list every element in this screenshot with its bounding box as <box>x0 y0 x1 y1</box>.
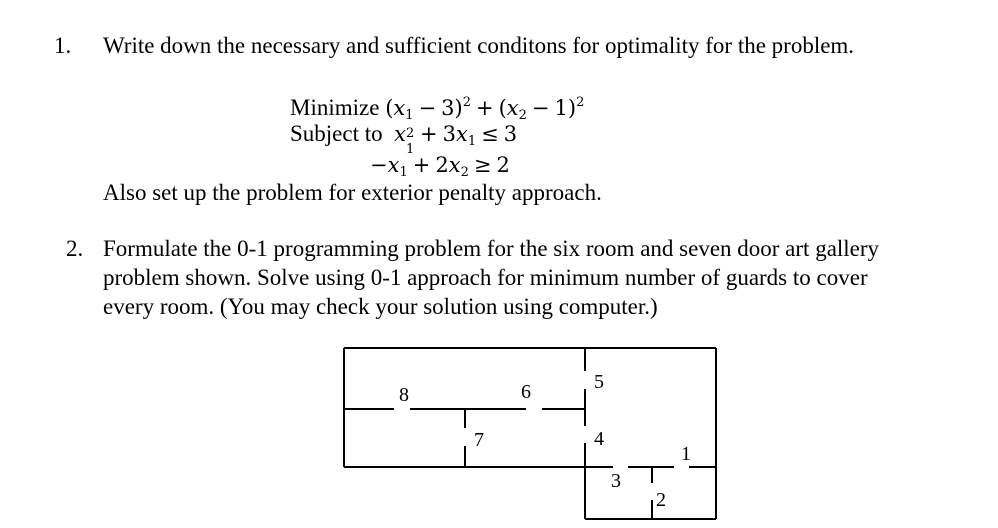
door-label-4: 4 <box>594 428 604 450</box>
door-label-2: 2 <box>656 489 666 511</box>
constraint-label: Subject to <box>290 121 383 146</box>
door-label-7: 7 <box>474 429 484 451</box>
question-2-line-1: Formulate the 0-1 programming problem for the six room and seven door art gallery <box>103 236 880 261</box>
door-label-6: 6 <box>521 381 531 403</box>
question-2-line-3: every room. (You may check your solution using computer.) <box>103 294 658 319</box>
question-1-text: Write down the necessary and sufficient conditons for optimality for the problem. <box>103 33 855 58</box>
door-label-1: 1 <box>681 443 691 465</box>
door-label-3: 3 <box>611 470 621 492</box>
question-2-line-2: problem shown. Solve using 0-1 approach for minimum number of guards to cover <box>103 265 868 290</box>
objective-expression: $(x_1 - 3)^2 + (x_2 - 1)^2$ <box>385 95 585 123</box>
door-labels <box>399 371 691 511</box>
door-label-5: 5 <box>594 371 604 393</box>
constraint-2-expression: $-x_1 + 2x_2 \ge 2$ <box>370 153 510 180</box>
question-1-number: 1. <box>54 33 72 58</box>
question-1-followup: Also set up the problem for exterior penalty approach. <box>103 180 602 205</box>
door-label-8: 8 <box>399 384 409 406</box>
constraint-1-expression: x 2 1 + $3x_1 \le 3$ <box>394 122 518 157</box>
objective-label: Minimize <box>290 95 380 120</box>
question-2-number: 2. <box>66 236 84 261</box>
